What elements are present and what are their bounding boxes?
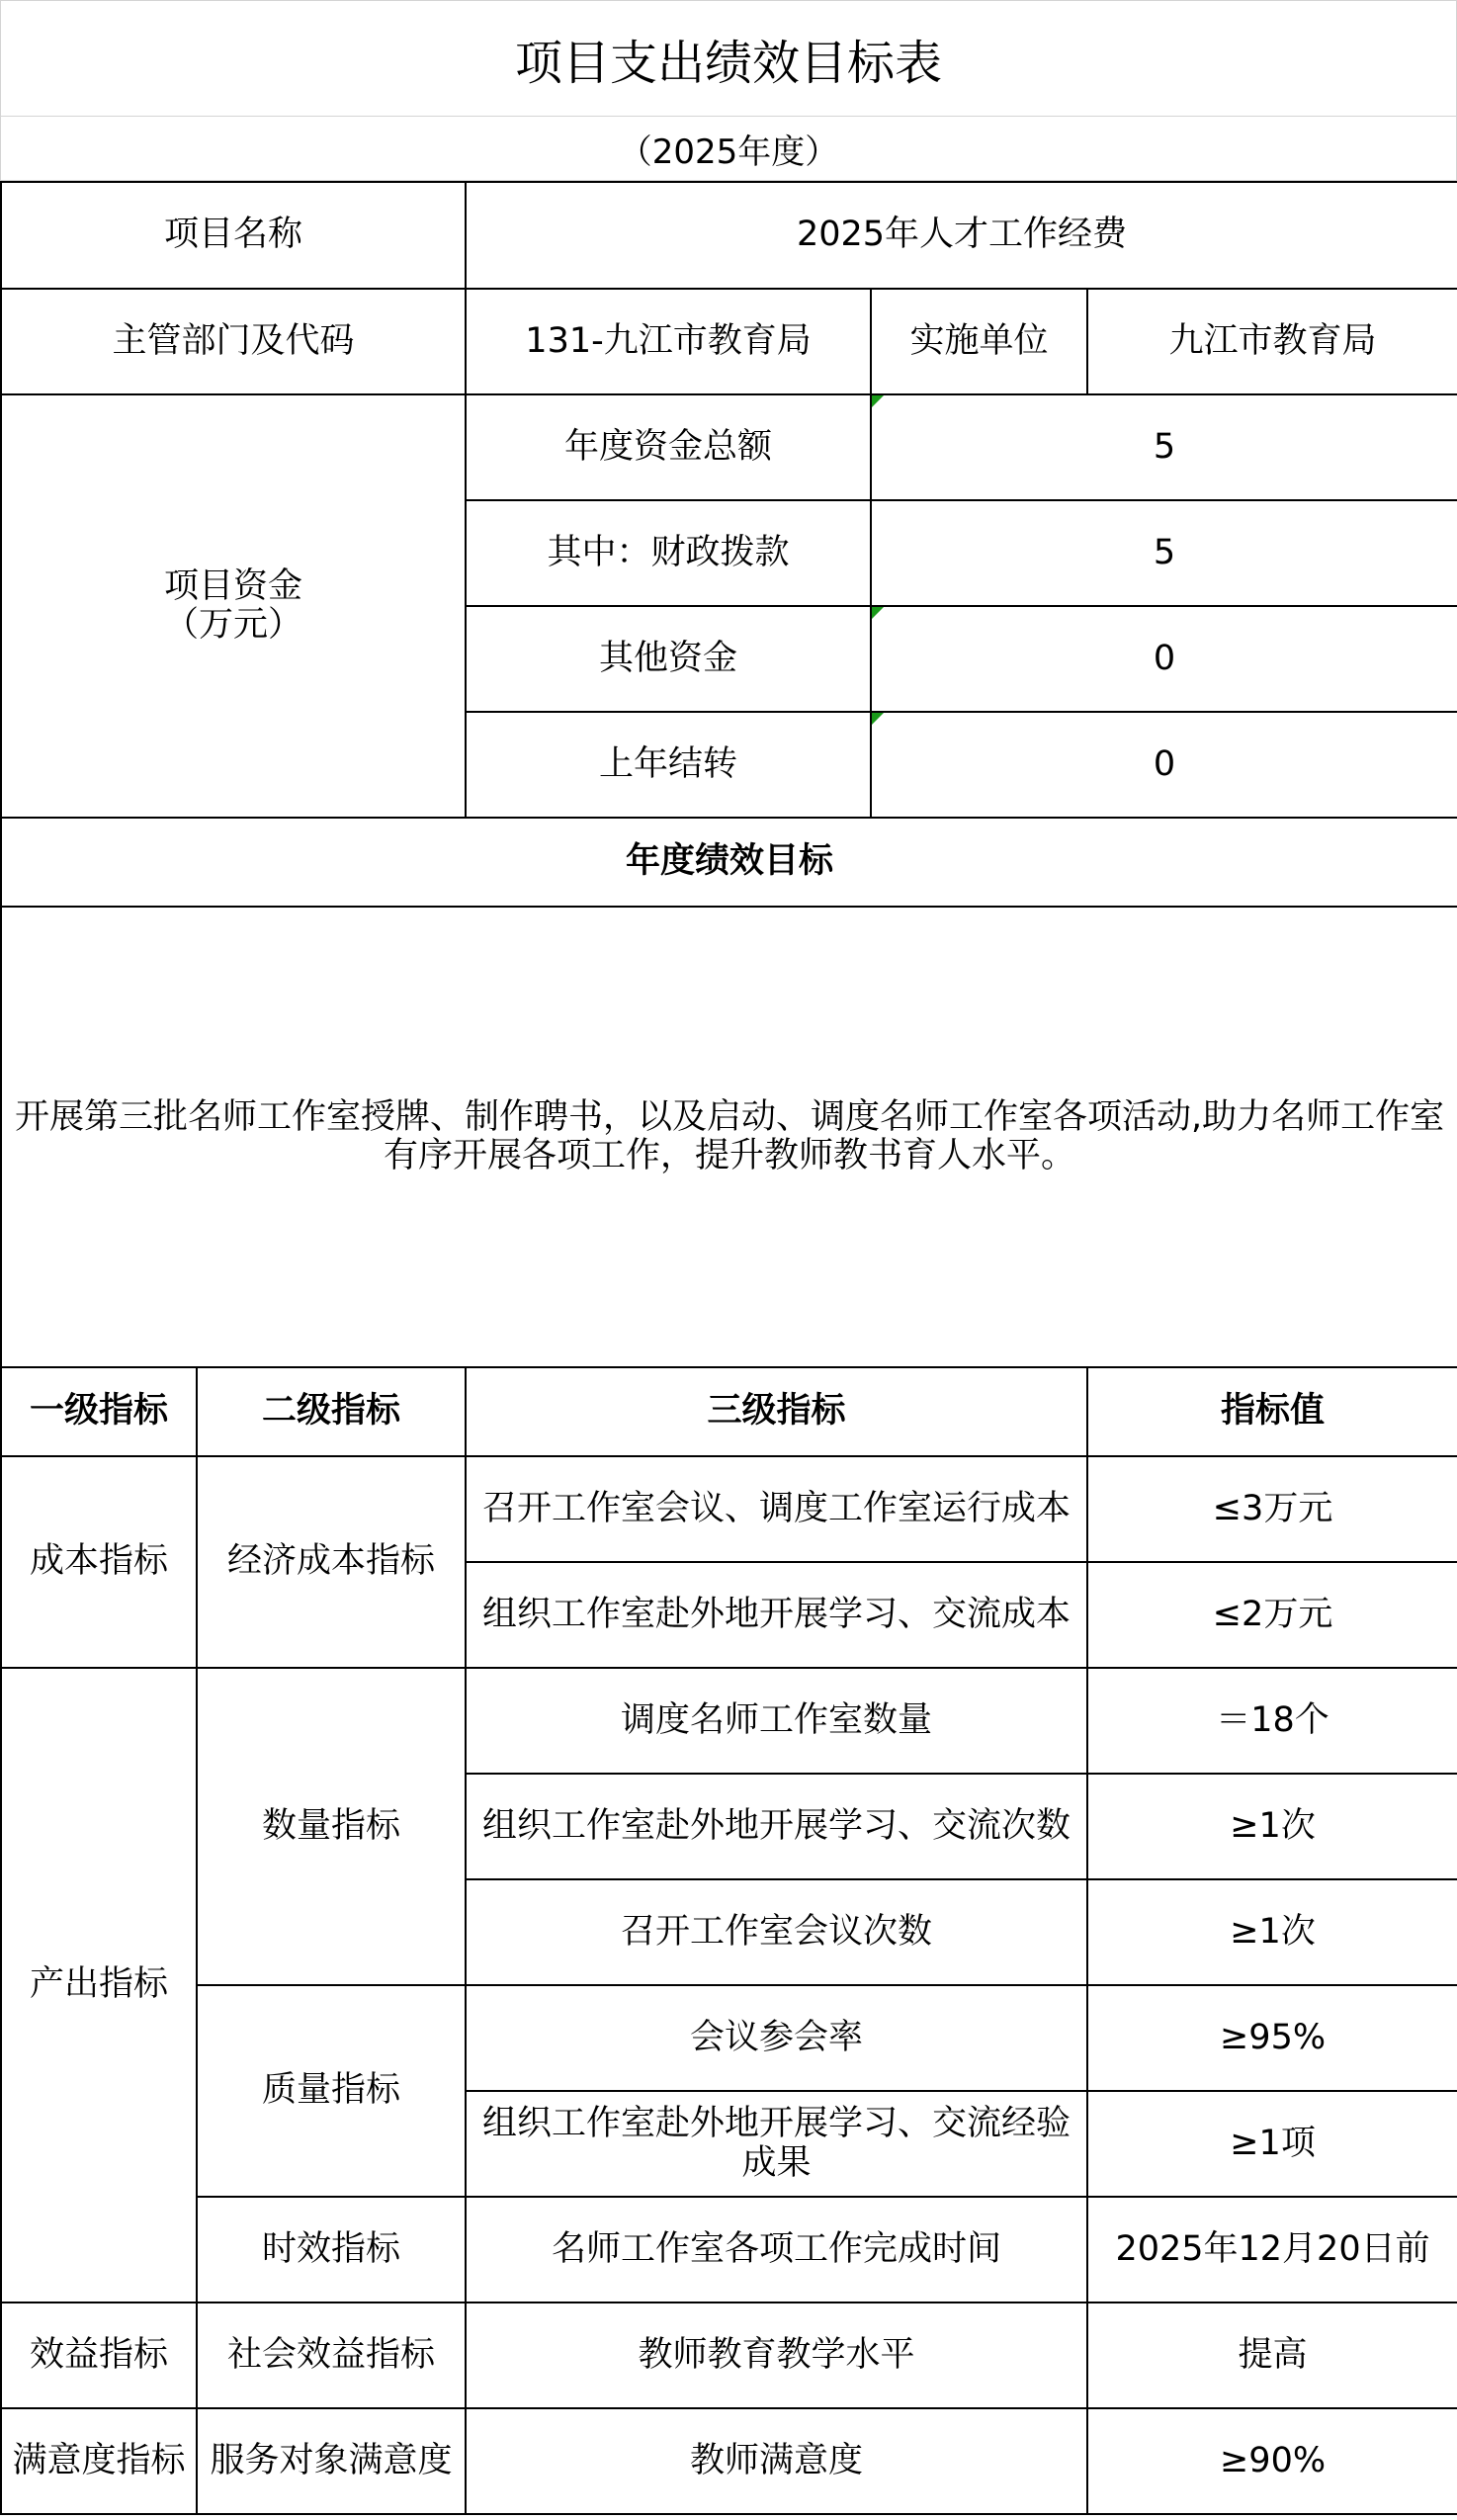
- header-value: 指标值: [1087, 1367, 1457, 1456]
- level1-cost: 成本指标: [1, 1456, 197, 1668]
- header-level1: 一级指标: [1, 1367, 197, 1456]
- indicator-row: [1, 1456, 1457, 1562]
- level3-indicator: 教师满意度: [466, 2408, 1087, 2514]
- indicator-value: ≥1次: [1087, 1774, 1457, 1879]
- dept-value: 131-九江市教育局: [466, 289, 871, 394]
- indicator-value: ≤2万元: [1087, 1562, 1457, 1668]
- level3-indicator: 组织工作室赴外地开展学习、交流经验成果: [466, 2091, 1087, 2197]
- level3-indicator: 会议参会率: [466, 1985, 1087, 2091]
- funds-carryover-label: 上年结转: [466, 712, 871, 818]
- level3-indicator: 组织工作室赴外地开展学习、交流次数: [466, 1774, 1087, 1879]
- annual-goal-header-row: [1, 818, 1457, 907]
- level1-satisfaction: 满意度指标: [1, 2408, 197, 2514]
- page-title: 项目支出绩效目标表: [0, 0, 1457, 116]
- header-level2: 二级指标: [197, 1367, 466, 1456]
- level1-output: 产出指标: [1, 1668, 197, 2303]
- funds-fiscal-value: 5: [871, 500, 1457, 606]
- funds-other-value: 0: [871, 606, 1457, 712]
- dept-label: 主管部门及代码: [1, 289, 466, 394]
- indicator-value: ＝18个: [1087, 1668, 1457, 1774]
- indicator-row: [1, 1985, 1457, 2091]
- funds-label: 项目资金 （万元）: [1, 394, 466, 818]
- indicator-value: 提高: [1087, 2303, 1457, 2408]
- annual-goal-row: [1, 907, 1457, 1367]
- indicator-row: [1, 2303, 1457, 2408]
- funds-row: [1, 394, 1457, 500]
- level3-indicator: 调度名师工作室数量: [466, 1668, 1087, 1774]
- funds-other-label: 其他资金: [466, 606, 871, 712]
- level3-indicator: 召开工作室会议、调度工作室运行成本: [466, 1456, 1087, 1562]
- funds-total-label: 年度资金总额: [466, 394, 871, 500]
- performance-table: [0, 181, 1457, 2515]
- department-row: [1, 289, 1457, 394]
- level2-economic-cost: 经济成本指标: [197, 1456, 466, 1668]
- annual-goal-label: 年度绩效目标: [1, 818, 1457, 907]
- level3-indicator: 名师工作室各项工作完成时间: [466, 2197, 1087, 2303]
- level2-quality: 质量指标: [197, 1985, 466, 2197]
- header-level3: 三级指标: [466, 1367, 1087, 1456]
- indicator-row: [1, 1668, 1457, 1774]
- level1-benefit: 效益指标: [1, 2303, 197, 2408]
- indicator-value: 2025年12月20日前: [1087, 2197, 1457, 2303]
- level2-timeliness: 时效指标: [197, 2197, 466, 2303]
- impl-label: 实施单位: [871, 289, 1087, 394]
- level3-indicator: 召开工作室会议次数: [466, 1879, 1087, 1985]
- indicator-row: [1, 2408, 1457, 2514]
- indicator-value: ≥1项: [1087, 2091, 1457, 2197]
- level3-indicator: 组织工作室赴外地开展学习、交流成本: [466, 1562, 1087, 1668]
- indicator-value: ≥90%: [1087, 2408, 1457, 2514]
- funds-total-value: 5: [871, 394, 1457, 500]
- funds-fiscal-label: 其中：财政拨款: [466, 500, 871, 606]
- fiscal-year: （2025年度）: [0, 116, 1457, 181]
- project-name-value: 2025年人才工作经费: [466, 182, 1457, 289]
- level2-social-benefit: 社会效益指标: [197, 2303, 466, 2408]
- funds-carryover-value: 0: [871, 712, 1457, 818]
- level2-service-satisfaction: 服务对象满意度: [197, 2408, 466, 2514]
- impl-value: 九江市教育局: [1087, 289, 1457, 394]
- indicator-value: ≤3万元: [1087, 1456, 1457, 1562]
- level3-indicator: 教师教育教学水平: [466, 2303, 1087, 2408]
- project-name-label: 项目名称: [1, 182, 466, 289]
- project-name-row: [1, 182, 1457, 289]
- indicator-row: [1, 2197, 1457, 2303]
- level2-quantity: 数量指标: [197, 1668, 466, 1985]
- indicator-value: ≥95%: [1087, 1985, 1457, 2091]
- indicator-value: ≥1次: [1087, 1879, 1457, 1985]
- annual-goal-text: 开展第三批名师工作室授牌、制作聘书，以及启动、调度名师工作室各项活动,助力名师工作室有序开展各项工作，提升教师教书育人水平。: [1, 907, 1457, 1367]
- indicator-header-row: [1, 1367, 1457, 1456]
